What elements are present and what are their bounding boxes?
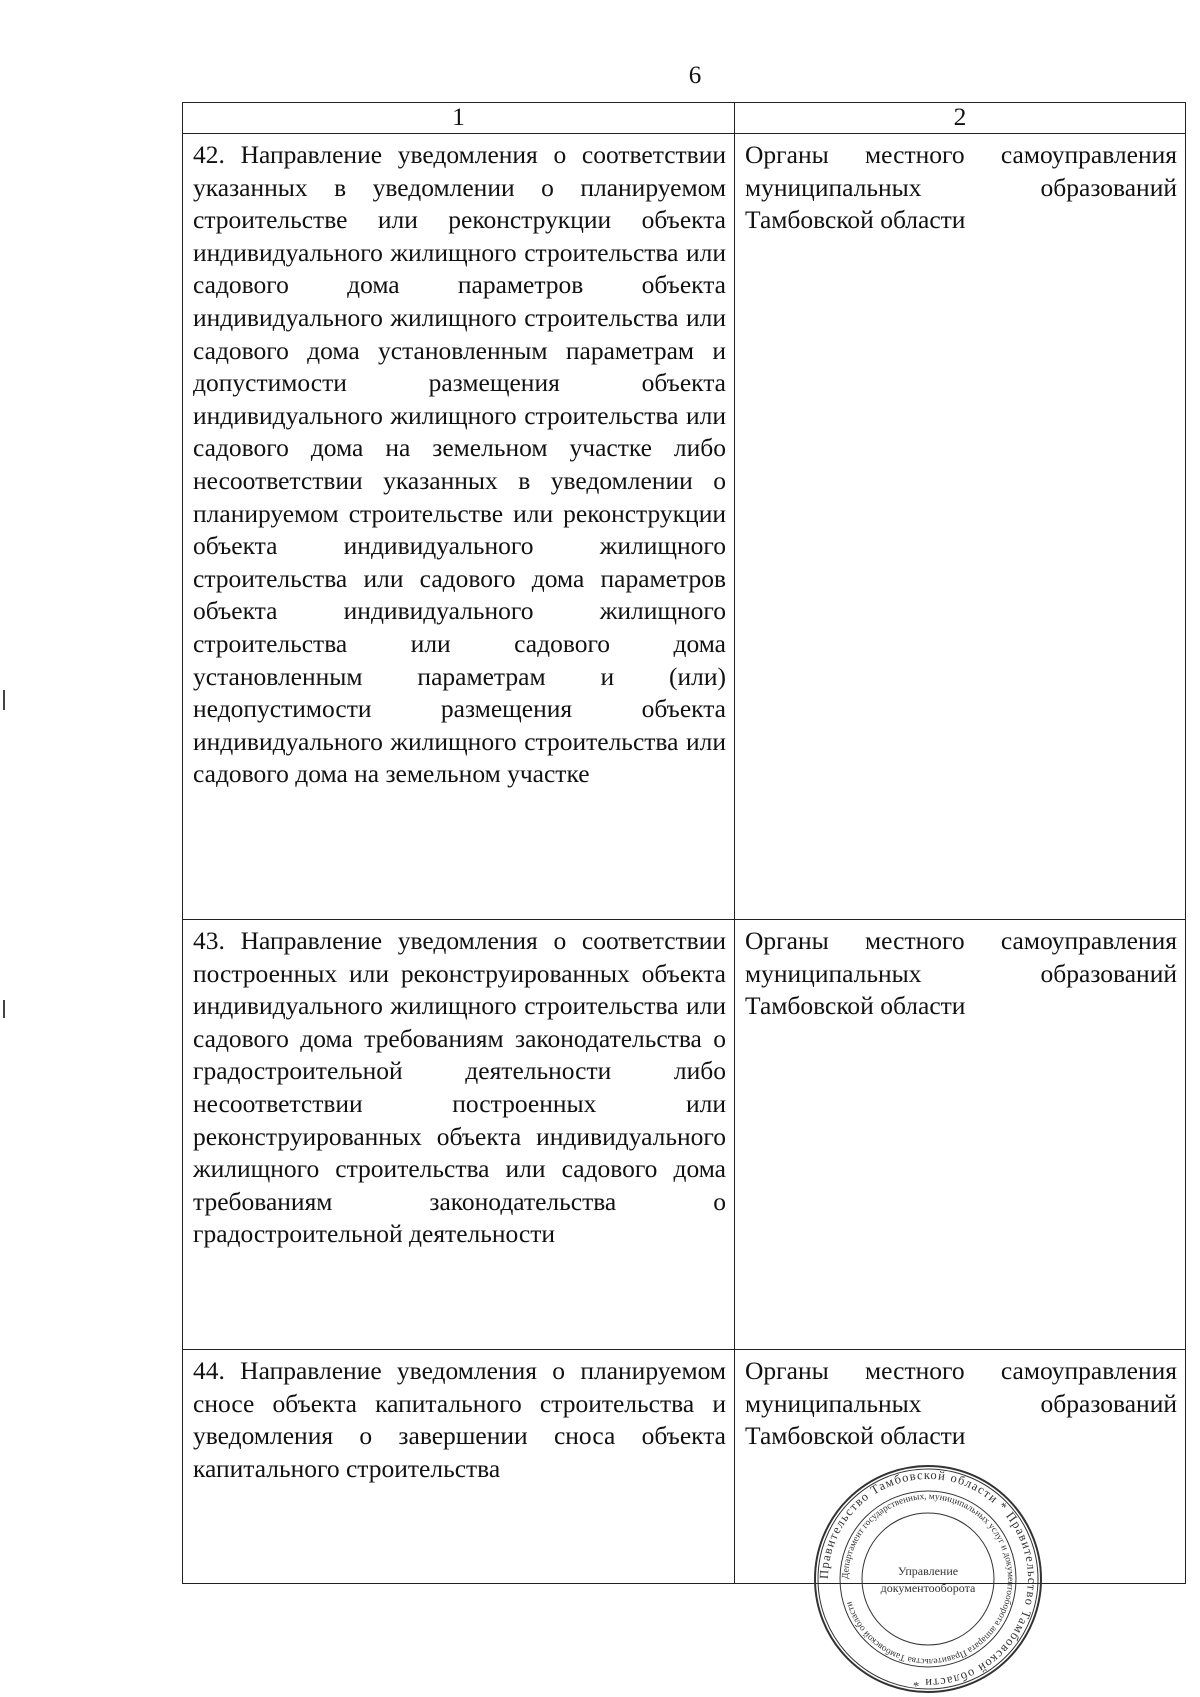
responsible-authority: Органы местного самоуправления муниципальных образований Тамбовской области	[735, 1350, 1186, 1584]
column-header-1: 1	[183, 103, 735, 134]
table-row	[183, 134, 1186, 920]
seal-center-line2: документооборота	[880, 1581, 976, 1595]
column-header-2: 2	[735, 103, 1186, 134]
service-description: 42. Направление уведомления о соответствии указанных в уведомлении о планируемом строительстве или реконструкции объекта индивидуального жилищного строительства или садового дома параметров объекта индивидуального жилищного строительства или садового дома установленным параметрам и допустимости размещения объекта индивидуального жилищного строительства или садового дома на земельном участке либо несоответствии указанных в уведомлении о планируемом строительстве или реконструкции объекта индивидуального жилищного строительства или садового дома параметров объекта индивидуального жилищного строительства или садового дома установленным параметрам и (или) недопустимости размещения объекта индивидуального жилищного строительства или садового дома на земельном участке	[183, 134, 735, 920]
seal-inner-text: Департамент государственных, муниципальных услуг и документооборота аппарата Правительства Тамбовской области	[840, 1491, 1016, 1667]
svg-text:Департамент государственных, м	[841, 1492, 1015, 1666]
seal-outer-text: Правительство Тамбовской области * Правительство Тамбовской области *	[816, 1467, 1040, 1691]
scan-artifact	[3, 1000, 5, 1018]
table-row	[183, 920, 1186, 1350]
page-number: 6	[688, 62, 702, 89]
responsible-authority: Органы местного самоуправления муниципальных образований Тамбовской области	[735, 920, 1186, 1350]
responsible-authority: Органы местного самоуправления муниципальных образований Тамбовской области	[735, 134, 1186, 920]
services-table	[182, 102, 1186, 1584]
seal-center-line1: Управление	[897, 1564, 959, 1578]
service-description: 43. Направление уведомления о соответствии построенных или реконструированных объекта индивидуального жилищного строительства или садового дома требованиям законодательства о градостроительной деятельности либо несоответствии построенных или реконструированных объекта индивидуального жилищного строительства или садового дома требованиям законодательства о градостроительной деятельности	[183, 920, 735, 1350]
official-seal	[812, 1463, 1044, 1695]
scan-artifact	[3, 690, 5, 710]
service-description: 44. Направление уведомления о планируемом сносе объекта капитального строительства и уведомления о завершении сноса объекта капитального строительства	[183, 1350, 735, 1584]
table-header-row	[183, 103, 1186, 134]
